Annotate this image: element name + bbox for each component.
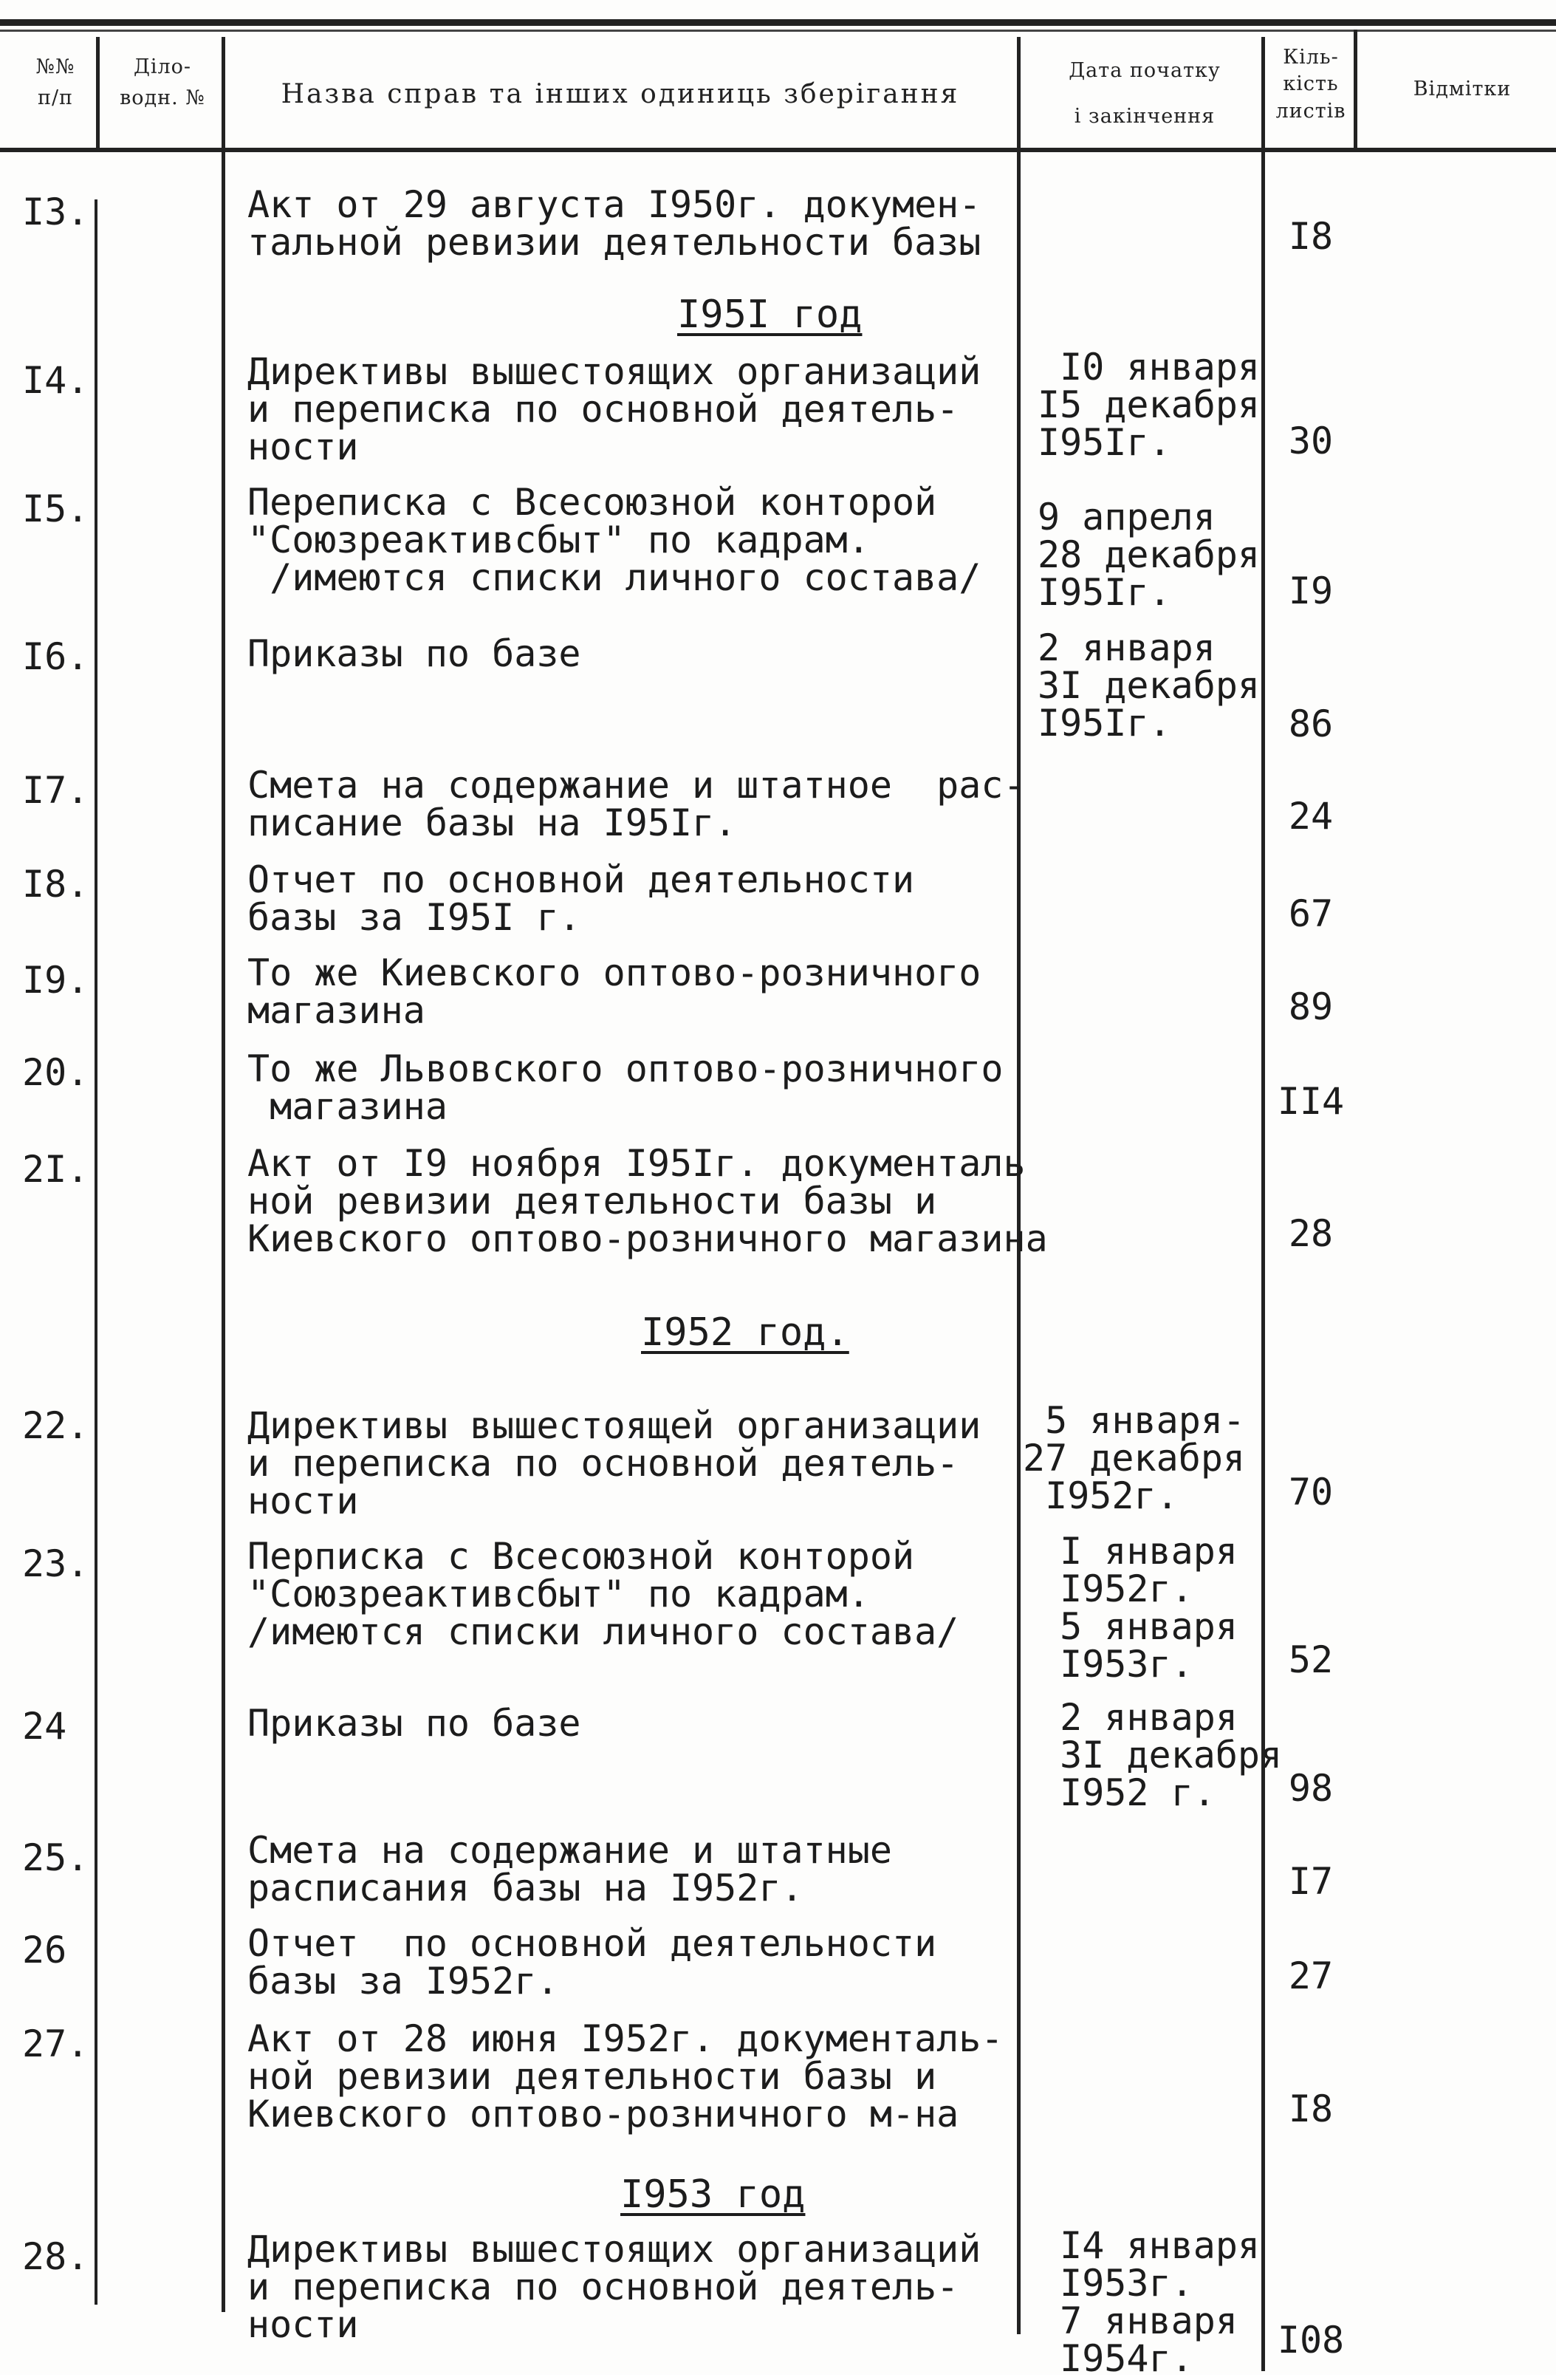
year-heading-1953: I953 год: [620, 2172, 806, 2217]
row-count: 28: [1288, 1212, 1334, 1255]
row-number: 20.: [22, 1051, 89, 1094]
row-count: 89: [1288, 985, 1334, 1028]
row-title: Акт от I9 ноября I95Iг. документаль ной ревизии деятельности базы и Киевского оптово-розничного магазина: [247, 1142, 1048, 1260]
row-dates: 9 апреля 28 декабря I95Iг.: [1038, 496, 1261, 614]
row-number: 23.: [22, 1542, 89, 1585]
row-number: 25.: [22, 1836, 89, 1879]
header-bottom-rule: [0, 148, 1556, 152]
header-col-num: №№ п/п: [35, 55, 75, 109]
header-top-rule-thin: [0, 30, 1556, 32]
row-number: I9.: [22, 959, 89, 1002]
row-number: 26: [22, 1929, 67, 1972]
year-heading-1952: I952 год.: [641, 1310, 849, 1355]
row-dates: 2 января 3I декабря I95Iг.: [1038, 626, 1261, 745]
row-dates: I4 января I953г. 7 января I954г.: [1060, 2224, 1261, 2380]
header-col-office: Діло- водн. №: [120, 55, 205, 109]
row-title: Смета на содержание и штатные расписания базы на I952г.: [247, 1829, 892, 1909]
header-top-rule: [0, 19, 1556, 26]
row-number: I8.: [22, 863, 89, 906]
row-dates: I0 января I5 декабря I95Iг.: [1038, 346, 1261, 464]
row-number: 28.: [22, 2235, 89, 2278]
col-rule-2: [222, 37, 225, 2312]
row-number: I3.: [22, 191, 89, 233]
row-title: То же Киевского оптово-розничного магазина: [247, 951, 981, 1032]
row-title: Приказы по базе: [247, 632, 581, 675]
row-number: I5.: [22, 488, 89, 530]
row-title: Директивы вышестоящей организации и переписка по основной деятель- ности: [247, 1404, 981, 1522]
row-count: I9: [1288, 570, 1334, 612]
row-title: Акт от 29 августа I950г. докумен- тальной ревизии деятельности базы: [247, 183, 981, 264]
header-col-notes: Відмітки: [1413, 78, 1512, 100]
row-number: I6.: [22, 635, 89, 678]
row-number: 22.: [22, 1404, 89, 1447]
row-dates: I января I952г. 5 января I953г.: [1060, 1530, 1238, 1686]
col-rule-1: [96, 37, 100, 148]
row-count: I8: [1288, 2087, 1334, 2130]
row-number: 2I.: [22, 1148, 89, 1191]
header-col-dates: Дата початку і закінчення: [1069, 59, 1221, 129]
row-count: 67: [1288, 892, 1334, 935]
row-count: 86: [1288, 702, 1334, 745]
row-number: 27.: [22, 2022, 89, 2065]
row-dates: 5 января- 27 декабря I952г.: [1023, 1399, 1246, 1517]
row-title: Отчет по основной деятельности базы за I952г.: [247, 1922, 937, 2003]
row-title: Переписка с Всесоюзной конторой "Союзреактивсбыт" по кадрам. /имеются списки личного состава/: [247, 481, 981, 599]
row-title: То же Львовского оптово-розничного магазина: [247, 1047, 1004, 1128]
row-count: 24: [1288, 795, 1334, 838]
row-title: Директивы вышестоящих организаций и переписка по основной деятель- ности: [247, 2228, 981, 2346]
row-number: 24: [22, 1705, 67, 1748]
row-count: 52: [1288, 1638, 1334, 1681]
row-count: I7: [1288, 1860, 1334, 1903]
row-count: 30: [1288, 420, 1334, 462]
row-title: Перписка с Всесоюзной конторой "Союзреактивсбыт" по кадрам. /имеются списки личного состава/: [247, 1535, 959, 1653]
row-title: Отчет по основной деятельности базы за I95I г.: [247, 858, 915, 939]
col-rule-5: [1354, 30, 1357, 151]
row-count: 98: [1288, 1767, 1334, 1810]
row-count: 70: [1288, 1471, 1334, 1514]
row-dates: 2 января 3I декабря I952 г.: [1060, 1696, 1283, 1814]
row-count: I08: [1277, 2319, 1345, 2362]
row-number: I4.: [22, 359, 89, 402]
row-title: Директивы вышестоящих организаций и переписка по основной деятель- ности: [247, 350, 981, 468]
row-count: II4: [1277, 1080, 1345, 1123]
header-col-title: Назва справ та інших одиниць зберігання: [281, 79, 960, 109]
row-title: Смета на содержание и штатное рас- писание базы на I95Iг.: [247, 764, 1026, 844]
row-number: I7.: [22, 769, 89, 812]
year-heading-1951: I95I год: [677, 293, 863, 337]
header-col-count: Кіль- кість листів: [1275, 46, 1346, 123]
row-title: Акт от 28 июня I952г. документаль- ной ревизии деятельности базы и Киевского оптово-розничного м-на: [247, 2017, 1004, 2135]
row-count: 27: [1288, 1955, 1334, 1997]
row-title: Приказы по базе: [247, 1702, 581, 1745]
row-count: I8: [1288, 215, 1334, 258]
